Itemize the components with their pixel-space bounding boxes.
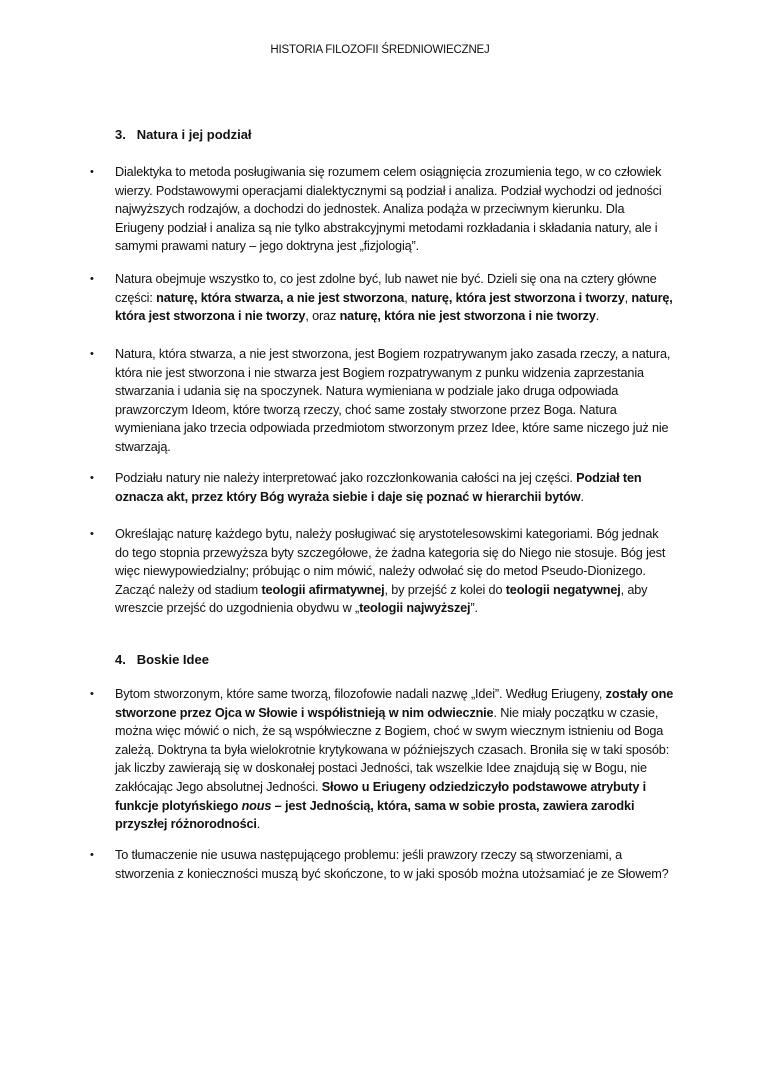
text-run: . Nie miały początku w czasie, można więc mówić o nich, że są współwieczne z Bogiem, choć w swym wiecznym istnieniu od Boga zależą. Doktryna ta była wielokrotnie krytykowana w późniejszych czasach. Broniła się w taki sposób: jak liczby zawierają się w doskonałej postaci Jedności, tak wszelkie Idee znajdują się w Bogu, nie zakłócając Jego absolutnej Jedności. (115, 705, 670, 794)
bullet-icon: • (90, 528, 94, 540)
text-run-bold: – jest Jednością, która, sama w sobie prosta, zawiera zarodki przyszłej różnorodności (115, 798, 635, 832)
bullet-icon: • (90, 849, 94, 861)
paragraph (115, 846, 675, 883)
text-run-bold: teologii negatywnej (505, 582, 621, 597)
text-run: . (580, 489, 584, 504)
text-run: , (404, 290, 411, 305)
bullet-icon: • (90, 166, 94, 178)
text-run-bold (242, 799, 272, 813)
text-run-bold: teologii afirmatywnej (261, 582, 385, 597)
bullet-icon: • (90, 273, 94, 285)
bullet-icon: • (90, 348, 94, 360)
text-run: , by przejść z kolei do (384, 582, 506, 597)
text-run-bold: naturę, która jest stworzona i nie tworzy (115, 290, 673, 324)
text-run: Natura, która stwarza, a nie jest stworzona, jest Bogiem rozpatrywanym jako zasada rzeczy, a natura, która nie jest stworzona i nie stwarza jest Bogiem rozpatrywanym z punku widzenia zaprzestania stwarzania i udania się na spoczynek. Natura wymieniana w podziale jako druga odpowiada prawzorczym Ideom, które tworzą rzeczy, choć same zostały stworzone przez Boga. Natura wymieniana jako trzecia odpowiada przedmiotom stworzonym przez Idee, które same niczego już nie stwarzają. (115, 347, 671, 454)
text-run: , (624, 290, 632, 305)
text-run: , oraz (305, 309, 340, 324)
paragraph (115, 270, 675, 326)
text-run: Dialektyka to metoda posługiwania się rozumem celem osiągnięcia zrozumienia tego, w co człowiek wierzy. Podstawowymi operacjami dialektycznymi są podział i analiza. Podział wychodzi od jedności najwyższych rodzajów, a dochodzi do jednostek. Analiza podąża w przeciwnym kierunku. Dla Eriugeny podział i analiza są nie tylko abstrakcyjnymi metodami rozkładania i składania natury, ale i samymi prawami natury – jego doktryna jest „fizjologią”. (115, 165, 662, 254)
paragraph (115, 469, 675, 506)
text-run-bold: zostały one stworzone przez Ojca w Słowie i współistnieją w nim odwiecznie (115, 687, 674, 720)
text-run: . (256, 817, 261, 832)
text-run: Bytom stworzonym, które same tworzą, filozofowie nadali nazwę „Idei”. Według Eriugeny, (115, 687, 606, 701)
text-run: Natura obejmuje wszystko to, co jest zdolne być, lub nawet nie być. Dzieli się ona na cztery główne części: (115, 272, 657, 305)
text-run-bold: teologii najwyższej (359, 601, 471, 616)
section-title: Natura i jej podział (136, 127, 252, 142)
text-run: . (595, 309, 600, 324)
text-run-italic: nous (241, 798, 272, 813)
paragraph (115, 685, 675, 834)
section-number: 3. (115, 127, 126, 142)
text-run: ”. (470, 601, 478, 616)
bullet-icon: • (90, 472, 94, 484)
text-run: , aby wreszcie przejść do uzgodnienia obydwu w „ (115, 582, 648, 616)
text-run: Określając naturę każdego bytu, należy posługiwać się arystotelesowskimi kategoriami. Bóg jednak do tego stopnia przewyższa byty szczegółowe, że żadna kategoria się do Niego nie stosuje. Bóg jest więc niewypowiedzialny; próbując o nim mówić, należy odwołać się do metod Pseudo-Dionizego. Zacząć należy od stadium (115, 527, 666, 597)
section-heading-3 (115, 127, 252, 142)
text-run-bold: Podział ten oznacza akt, przez który Bóg wyraża siebie i daje się poznać w hierarchii bytów (115, 471, 642, 504)
section-heading-4 (115, 652, 209, 667)
text-run-bold: naturę, która nie jest stworzona i nie tworzy (339, 309, 596, 324)
text-run-bold: naturę, która jest stworzona i tworzy (410, 290, 625, 305)
section-number: 4. (115, 652, 126, 667)
bullet-icon: • (90, 688, 94, 700)
text-run: Podziału natury nie należy interpretować jako rozczłonkowania całości na jej części. (115, 471, 577, 485)
text-run: To tłumaczenie nie usuwa następującego problemu: jeśli prawzory rzeczy są stworzeniami, a stworzenia z konieczności muszą być skończone, to w jaki sposób można utożsamiać je ze Słowem? (115, 848, 669, 881)
page-header: HISTORIA FILOZOFII ŚREDNIOWIECZNEJ (270, 44, 490, 56)
text-run-bold: Słowo u Eriugeny odziedziczyło podstawowe atrybuty i funkcje plotyńskiego (115, 779, 646, 813)
paragraph (115, 525, 675, 618)
section-title: Boskie Idee (136, 652, 209, 667)
paragraph (115, 345, 675, 457)
text-run-bold: naturę, która stwarza, a nie jest stworzona (156, 290, 405, 305)
paragraph (115, 163, 675, 256)
